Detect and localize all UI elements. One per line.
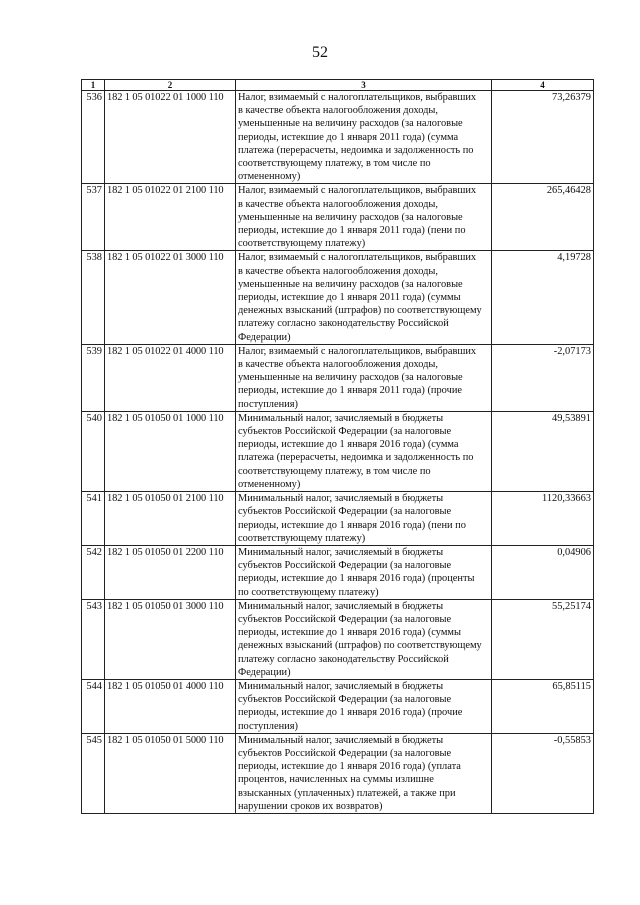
description-line: соответствующему платежу, в том числе по [238, 465, 431, 477]
description-line: по соответствующему платежу) [238, 586, 379, 598]
description-line: в качестве объекта налогообложения доходы, [238, 359, 439, 371]
budget-classification-code: 182 1 05 01022 01 1000 110 [105, 91, 236, 184]
description-line: платежу согласно законодательству Российской [238, 653, 449, 665]
column-header-2: 2 [105, 80, 236, 91]
description-line: платежа (перерасчеты, недоимка и задолженность по [238, 144, 474, 156]
budget-classification-code: 182 1 05 01022 01 4000 110 [105, 344, 236, 411]
description-line: отмененному) [238, 171, 301, 183]
budget-classification-code: 182 1 05 01050 01 3000 110 [105, 599, 236, 679]
revenue-description [236, 411, 492, 491]
row-number: 536 [82, 91, 105, 184]
revenue-description [236, 91, 492, 184]
table-row [82, 492, 594, 546]
budget-classification-code: 182 1 05 01050 01 5000 110 [105, 733, 236, 813]
description-line: поступления) [238, 398, 298, 410]
budget-classification-code: 182 1 05 01022 01 2100 110 [105, 184, 236, 251]
description-line: Минимальный налог, зачисляемый в бюджеты [238, 734, 444, 746]
description-line: периоды, истекшие до 1 января 2011 года) (суммы [238, 292, 461, 304]
amount-value: -0,55853 [492, 733, 594, 813]
amount-value: 265,46428 [492, 184, 594, 251]
amount-value: 4,19728 [492, 251, 594, 344]
table-row [82, 411, 594, 491]
description-line: периоды, истекшие до 1 января 2016 года) (проценты [238, 573, 475, 585]
amount-value: -2,07173 [492, 344, 594, 411]
description-line: соответствующему платежу) [238, 532, 366, 544]
budget-classification-code: 182 1 05 01050 01 2200 110 [105, 545, 236, 599]
description-line: взысканных (уплаченных) платежей, а также при [238, 787, 456, 799]
amount-value: 49,53891 [492, 411, 594, 491]
description-line: Минимальный налог, зачисляемый в бюджеты [238, 600, 444, 612]
row-number: 537 [82, 184, 105, 251]
description-line: периоды, истекшие до 1 января 2016 года) (сумма [238, 439, 459, 451]
description-line: платежа (перерасчеты, недоимка и задолженность по [238, 452, 474, 464]
description-line: Минимальный налог, зачисляемый в бюджеты [238, 546, 444, 558]
description-line: периоды, истекшие до 1 января 2016 года) (уплата [238, 761, 461, 773]
description-line: Минимальный налог, зачисляемый в бюджеты [238, 412, 444, 424]
description-line: соответствующему платежу) [238, 238, 366, 250]
revenue-description [236, 251, 492, 344]
row-number: 538 [82, 251, 105, 344]
description-line: периоды, истекшие до 1 января 2011 года) (прочие [238, 385, 462, 397]
description-line: периоды, истекшие до 1 января 2016 года) (суммы [238, 627, 461, 639]
table-row [82, 545, 594, 599]
description-line: периоды, истекшие до 1 января 2011 года) (пени по [238, 225, 466, 237]
revenue-description [236, 599, 492, 679]
revenue-description [236, 545, 492, 599]
description-line: нарушении сроков их возвратов) [238, 800, 383, 812]
amount-value: 0,04906 [492, 545, 594, 599]
description-line: поступления) [238, 720, 298, 732]
description-line: субъектов Российской Федерации (за налоговые [238, 506, 452, 518]
row-number: 542 [82, 545, 105, 599]
table-row [82, 679, 594, 733]
row-number: 545 [82, 733, 105, 813]
description-line: Налог, взимаемый с налогоплательщиков, выбравших [238, 185, 477, 197]
amount-value: 1120,33663 [492, 492, 594, 546]
description-line: уменьшенные на величину расходов (за налоговые [238, 372, 463, 384]
description-line: периоды, истекшие до 1 января 2016 года) (прочие [238, 707, 463, 719]
description-line: уменьшенные на величину расходов (за налоговые [238, 278, 463, 290]
revenue-description [236, 733, 492, 813]
table-row [82, 91, 594, 184]
description-line: субъектов Российской Федерации (за налоговые [238, 426, 452, 438]
budget-classification-code: 182 1 05 01050 01 2100 110 [105, 492, 236, 546]
amount-value: 73,26379 [492, 91, 594, 184]
column-header-3: 3 [236, 80, 492, 91]
row-number: 539 [82, 344, 105, 411]
column-header-1: 1 [82, 80, 105, 91]
description-line: в качестве объекта налогообложения доходы, [238, 265, 439, 277]
description-line: платежу согласно законодательству Российской [238, 318, 449, 330]
revenue-description [236, 344, 492, 411]
amount-value: 65,85115 [492, 679, 594, 733]
description-line: Минимальный налог, зачисляемый в бюджеты [238, 680, 444, 692]
page-number: 52 [312, 44, 328, 61]
budget-classification-code: 182 1 05 01022 01 3000 110 [105, 251, 236, 344]
description-line: в качестве объекта налогообложения доходы, [238, 105, 439, 117]
revenue-description [236, 679, 492, 733]
budget-classification-code: 182 1 05 01050 01 4000 110 [105, 679, 236, 733]
description-line: Федерации) [238, 666, 291, 678]
revenue-table [81, 79, 594, 814]
table-row [82, 733, 594, 813]
column-header-4: 4 [492, 80, 594, 91]
description-line: соответствующему платежу, в том числе по [238, 158, 431, 170]
description-line: отмененному) [238, 478, 301, 490]
description-line: процентов, начисленных на суммы излишне [238, 774, 434, 786]
table-row [82, 599, 594, 679]
description-line: Налог, взимаемый с налогоплательщиков, выбравших [238, 92, 477, 103]
description-line: в качестве объекта налогообложения доходы, [238, 198, 439, 210]
description-line: субъектов Российской Федерации (за налоговые [238, 613, 452, 625]
description-line: субъектов Российской Федерации (за налоговые [238, 560, 452, 572]
row-number: 541 [82, 492, 105, 546]
budget-classification-code: 182 1 05 01050 01 1000 110 [105, 411, 236, 491]
row-number: 540 [82, 411, 105, 491]
table-header-row [82, 80, 594, 91]
description-line: субъектов Российской Федерации (за налоговые [238, 694, 452, 706]
description-line: периоды, истекшие до 1 января 2016 года) (пени по [238, 519, 466, 531]
description-line: денежных взысканий (штрафов) по соответствующему [238, 640, 482, 652]
table-row [82, 251, 594, 344]
description-line: денежных взысканий (штрафов) по соответствующему [238, 305, 482, 317]
table-row [82, 344, 594, 411]
revenue-description [236, 492, 492, 546]
row-number: 544 [82, 679, 105, 733]
description-line: Налог, взимаемый с налогоплательщиков, выбравших [238, 345, 477, 357]
table-row [82, 184, 594, 251]
description-line: периоды, истекшие до 1 января 2011 года) (сумма [238, 131, 459, 143]
description-line: Налог, взимаемый с налогоплательщиков, выбравших [238, 252, 477, 264]
amount-value: 55,25174 [492, 599, 594, 679]
table-body [82, 91, 594, 814]
description-line: уменьшенные на величину расходов (за налоговые [238, 118, 463, 130]
description-line: субъектов Российской Федерации (за налоговые [238, 747, 452, 759]
description-line: Минимальный налог, зачисляемый в бюджеты [238, 493, 444, 505]
row-number: 543 [82, 599, 105, 679]
revenue-description [236, 184, 492, 251]
description-line: уменьшенные на величину расходов (за налоговые [238, 211, 463, 223]
description-line: Федерации) [238, 331, 291, 343]
